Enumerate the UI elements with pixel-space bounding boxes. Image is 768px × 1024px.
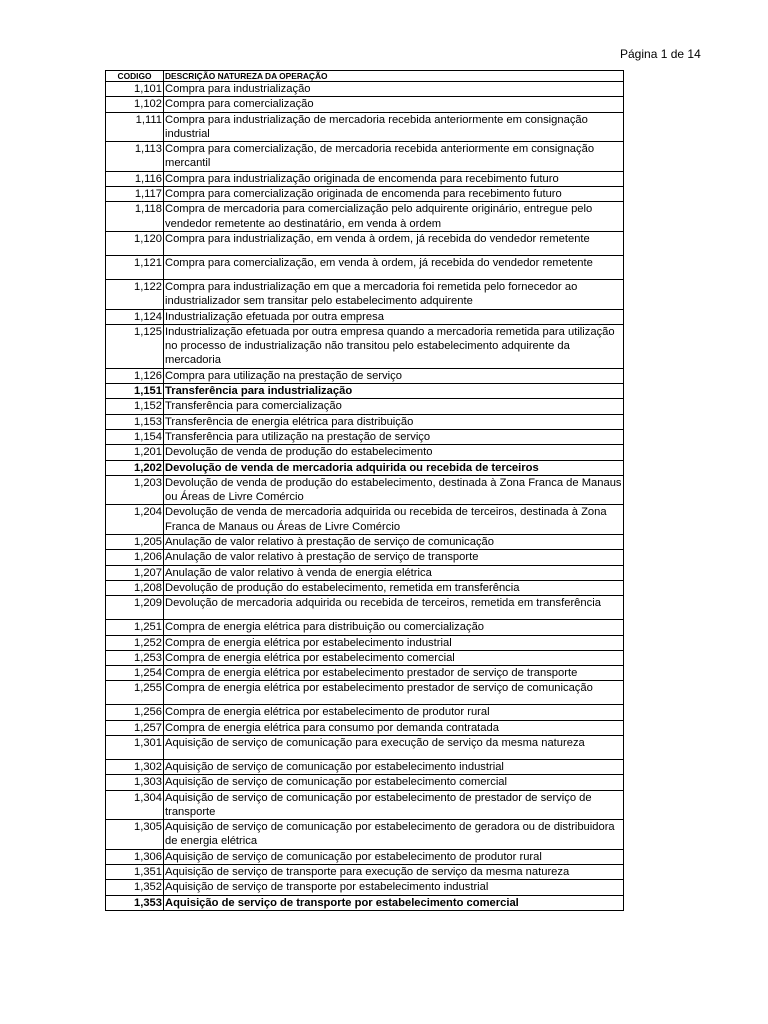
row-code: 1,122: [106, 279, 164, 309]
table-row: [106, 681, 624, 705]
table-row: [106, 565, 624, 580]
row-code: 1,117: [106, 187, 164, 202]
header-description: DESCRIÇÃO NATUREZA DA OPERAÇÃO: [164, 71, 624, 82]
table-row: [106, 550, 624, 565]
row-code: 1,111: [106, 112, 164, 142]
row-code: 1,306: [106, 849, 164, 864]
row-code: 1,353: [106, 895, 164, 910]
row-code: 1,256: [106, 705, 164, 720]
row-code: 1,252: [106, 635, 164, 650]
row-code: 1,303: [106, 775, 164, 790]
row-description: Compra para utilização na prestação de serviço: [164, 368, 624, 383]
row-description: Compra de energia elétrica por estabelecimento comercial: [164, 650, 624, 665]
table-row: [106, 142, 624, 172]
table-row: [106, 635, 624, 650]
row-code: 1,352: [106, 880, 164, 895]
row-description: Transferência para comercialização: [164, 399, 624, 414]
page-number: Página 1 de 14: [620, 47, 701, 61]
row-code: 1,152: [106, 399, 164, 414]
table-row: [106, 735, 624, 759]
row-code: 1,153: [106, 414, 164, 429]
table-row: [106, 460, 624, 475]
row-description: Compra para comercialização originada de encomenda para recebimento futuro: [164, 187, 624, 202]
row-code: 1,116: [106, 171, 164, 186]
row-description: Aquisição de serviço de comunicação por estabelecimento comercial: [164, 775, 624, 790]
row-description: Transferência para utilização na prestação de serviço: [164, 429, 624, 444]
row-code: 1,102: [106, 97, 164, 112]
row-description: Aquisição de serviço de transporte por estabelecimento comercial: [164, 895, 624, 910]
row-code: 1,113: [106, 142, 164, 172]
table-row: [106, 650, 624, 665]
row-description: Compra para industrialização em que a mercadoria foi remetida pelo fornecedor ao industrializador sem transitar pelo estabelecimento adquirente: [164, 279, 624, 309]
table-row: [106, 849, 624, 864]
table-row: [106, 895, 624, 910]
table-row: [106, 445, 624, 460]
table-row: [106, 705, 624, 720]
row-description: Anulação de valor relativo à prestação de serviço de transporte: [164, 550, 624, 565]
row-description: Aquisição de serviço de transporte por estabelecimento industrial: [164, 880, 624, 895]
table-row: [106, 820, 624, 850]
row-description: Compra de energia elétrica por estabelecimento industrial: [164, 635, 624, 650]
row-code: 1,351: [106, 865, 164, 880]
row-description: Anulação de valor relativo à prestação de serviço de comunicação: [164, 535, 624, 550]
row-description: Aquisição de serviço de comunicação por estabelecimento de geradora ou de distribuidora de energia elétrica: [164, 820, 624, 850]
row-description: Transferência de energia elétrica para distribuição: [164, 414, 624, 429]
table-row: [106, 384, 624, 399]
row-description: Compra de mercadoria para comercialização pelo adquirente originário, entregue pelo vendedor remetente ao destinatário, em venda à ordem: [164, 202, 624, 232]
table-row: [106, 865, 624, 880]
row-code: 1,305: [106, 820, 164, 850]
row-code: 1,154: [106, 429, 164, 444]
row-description: Devolução de venda de produção do estabelecimento: [164, 445, 624, 460]
table-row: [106, 720, 624, 735]
row-code: 1,208: [106, 580, 164, 595]
row-code: 1,302: [106, 759, 164, 774]
row-description: Transferência para industrialização: [164, 384, 624, 399]
table-row: [106, 620, 624, 635]
row-code: 1,257: [106, 720, 164, 735]
row-description: Aquisição de serviço de comunicação por estabelecimento de prestador de serviço de transporte: [164, 790, 624, 820]
row-code: 1,207: [106, 565, 164, 580]
row-code: 1,201: [106, 445, 164, 460]
row-code: 1,126: [106, 368, 164, 383]
table-row: [106, 775, 624, 790]
row-description: Compra para industrialização de mercadoria recebida anteriormente em consignação industrial: [164, 112, 624, 142]
row-description: Compra para comercialização, de mercadoria recebida anteriormente em consignação mercantil: [164, 142, 624, 172]
table-row: [106, 202, 624, 232]
row-code: 1,253: [106, 650, 164, 665]
row-code: 1,251: [106, 620, 164, 635]
table-row: [106, 324, 624, 368]
table-row: [106, 112, 624, 142]
table-row: [106, 535, 624, 550]
table-row: [106, 309, 624, 324]
table-row: [106, 580, 624, 595]
table-row: [106, 429, 624, 444]
row-code: 1,121: [106, 255, 164, 279]
row-description: Compra de energia elétrica por estabelecimento prestador de serviço de transporte: [164, 666, 624, 681]
row-code: 1,254: [106, 666, 164, 681]
cfop-table: [105, 70, 624, 911]
row-code: 1,125: [106, 324, 164, 368]
row-description: Compra de energia elétrica para consumo por demanda contratada: [164, 720, 624, 735]
table-row: [106, 187, 624, 202]
row-description: Compra de energia elétrica por estabelecimento prestador de serviço de comunicação: [164, 681, 624, 705]
table-row: [106, 790, 624, 820]
row-description: Industrialização efetuada por outra empresa: [164, 309, 624, 324]
row-code: 1,202: [106, 460, 164, 475]
table-header-row: [106, 71, 624, 82]
row-code: 1,203: [106, 475, 164, 505]
row-code: 1,120: [106, 231, 164, 255]
row-description: Devolução de venda de produção do estabelecimento, destinada à Zona Franca de Manaus ou Áreas de Livre Comércio: [165, 476, 622, 504]
row-description: Compra para comercialização: [164, 97, 624, 112]
table-row: [106, 399, 624, 414]
row-description: Devolução de venda de mercadoria adquirida ou recebida de terceiros: [164, 460, 624, 475]
row-description: Anulação de valor relativo à venda de energia elétrica: [164, 565, 624, 580]
table-row: [106, 171, 624, 186]
table-row: [106, 368, 624, 383]
table-row: [106, 666, 624, 681]
row-description: Compra de energia elétrica por estabelecimento de produtor rural: [164, 705, 624, 720]
row-description: Compra para industrialização, em venda à ordem, já recebida do vendedor remetente: [164, 231, 624, 255]
row-code: 1,304: [106, 790, 164, 820]
table-row: [106, 596, 624, 620]
row-code: 1,209: [106, 596, 164, 620]
row-code: 1,301: [106, 735, 164, 759]
row-description: Compra para industrialização originada de encomenda para recebimento futuro: [164, 171, 624, 186]
header-code: CODIGO: [106, 71, 164, 82]
table-row: [106, 505, 624, 535]
table-row: [106, 82, 624, 97]
table-row: [106, 475, 624, 505]
table-row: [106, 880, 624, 895]
row-code: 1,101: [106, 82, 164, 97]
table-row: [106, 97, 624, 112]
row-code: 1,118: [106, 202, 164, 232]
row-code: 1,204: [106, 505, 164, 535]
row-description: Aquisição de serviço de comunicação para execução de serviço da mesma natureza: [164, 735, 624, 759]
row-description: Aquisição de serviço de comunicação por estabelecimento de produtor rural: [164, 849, 624, 864]
table-row: [106, 231, 624, 255]
row-description: Aquisição de serviço de transporte para execução de serviço da mesma natureza: [164, 865, 624, 880]
row-description: Devolução de venda de mercadoria adquirida ou recebida de terceiros, destinada à Zona Franca de Manaus ou Áreas de Livre Comércio: [164, 505, 624, 535]
row-description: Compra para industrialização: [164, 82, 624, 97]
row-description: Devolução de produção do estabelecimento, remetida em transferência: [164, 580, 624, 595]
row-code: 1,206: [106, 550, 164, 565]
row-code: 1,151: [106, 384, 164, 399]
row-code: 1,124: [106, 309, 164, 324]
table-row: [106, 414, 624, 429]
row-code: 1,255: [106, 681, 164, 705]
row-description: Compra de energia elétrica para distribuição ou comercialização: [164, 620, 624, 635]
row-description: Aquisição de serviço de comunicação por estabelecimento industrial: [164, 759, 624, 774]
table-row: [106, 279, 624, 309]
table-row: [106, 255, 624, 279]
row-code: 1,205: [106, 535, 164, 550]
row-description: Devolução de mercadoria adquirida ou recebida de terceiros, remetida em transferência: [164, 596, 624, 620]
table-row: [106, 759, 624, 774]
row-description: Compra para comercialização, em venda à ordem, já recebida do vendedor remetente: [164, 255, 624, 279]
row-description: Industrialização efetuada por outra empresa quando a mercadoria remetida para utilização no processo de industrialização não transitou pelo estabelecimento adquirente da mercadoria: [164, 324, 624, 368]
